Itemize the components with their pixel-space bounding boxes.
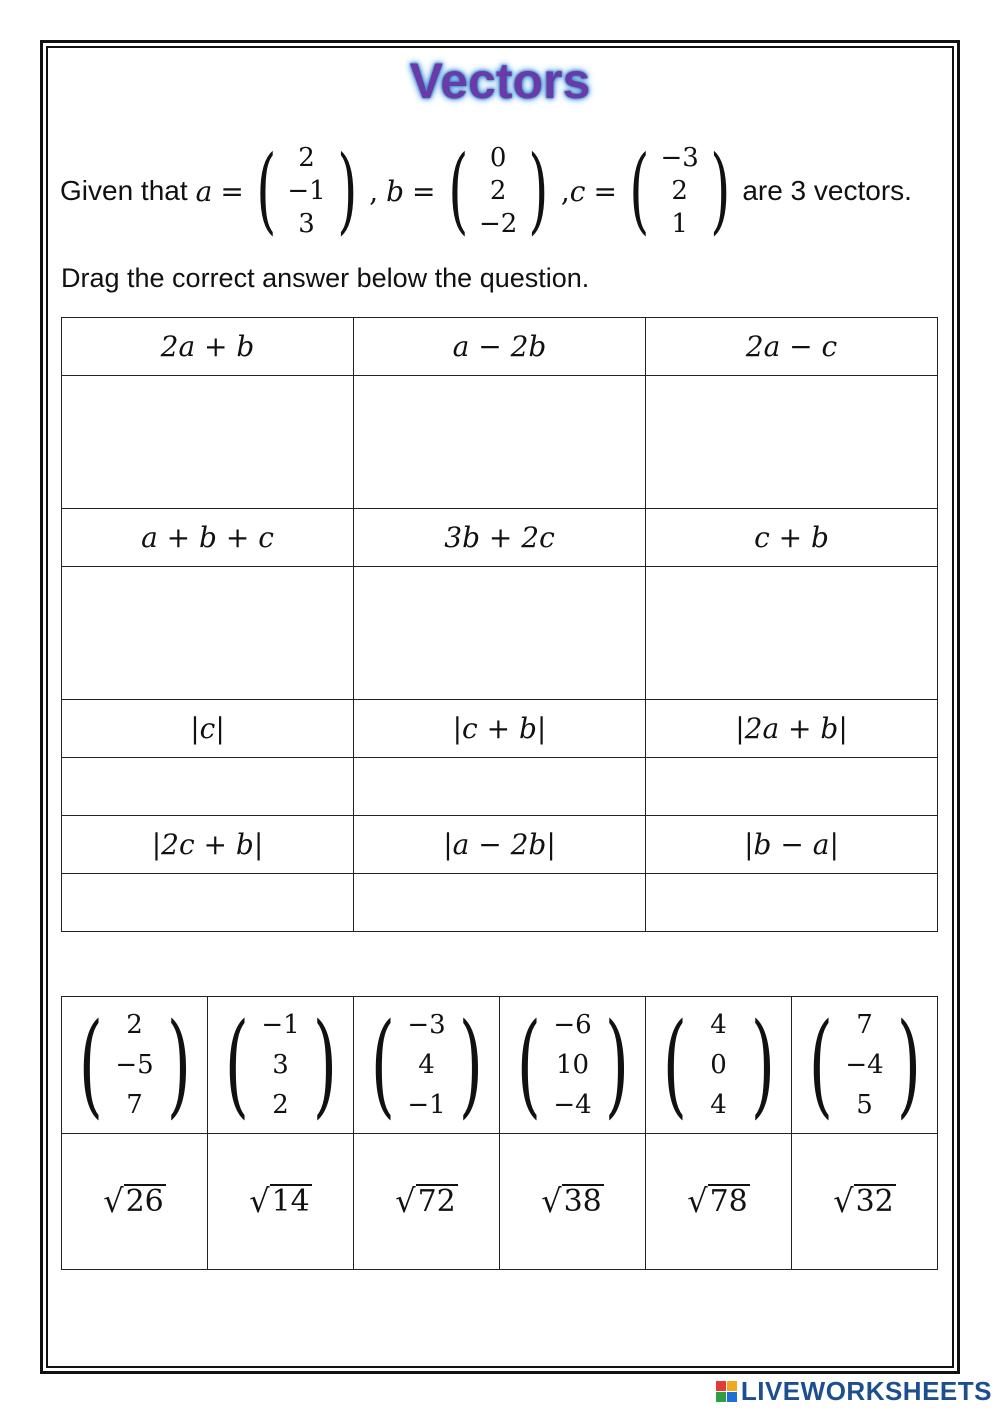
answer-drop-zone[interactable] — [62, 376, 354, 509]
equals-sign: = — [220, 174, 244, 208]
vector-answer-row — [62, 997, 938, 1134]
question-header-row — [62, 509, 938, 567]
draggable-magnitude-answer[interactable] — [792, 1134, 938, 1270]
answer-drop-zone[interactable] — [354, 376, 646, 509]
draggable-vector-answer[interactable]: ( −3 4 −1 ) — [354, 997, 500, 1134]
vector-a-label: a — [195, 174, 213, 208]
equals-sign: = — [593, 174, 617, 208]
entry: 4 — [710, 1090, 727, 1120]
vector-a: ( 2 −1 3 ) — [256, 136, 357, 245]
question-cell: c + b — [646, 509, 938, 567]
entry: −4 — [845, 1050, 884, 1080]
draggable-magnitude-answer[interactable] — [208, 1134, 354, 1270]
given-prefix: Given that — [60, 175, 188, 206]
entry: 2 — [272, 1090, 289, 1120]
entry: 0 — [710, 1050, 727, 1080]
question-table — [61, 317, 938, 932]
comma: , — [369, 174, 379, 208]
entry: −5 — [115, 1050, 154, 1080]
instruction-text: Drag the correct answer below the question. — [61, 263, 590, 293]
question-cell: |a − 2b| — [354, 816, 646, 874]
radicand: 14 — [271, 1183, 310, 1219]
entry: 2 — [126, 1010, 143, 1040]
answer-drop-zone[interactable] — [354, 567, 646, 700]
question-cell: |b − a| — [646, 816, 938, 874]
equals-sign: = — [412, 174, 436, 208]
sqrt-icon: √ — [687, 1181, 708, 1220]
question-header-row — [62, 816, 938, 874]
draggable-magnitude-answer[interactable] — [646, 1134, 792, 1270]
entry: −6 — [553, 1010, 592, 1040]
question-header-row — [62, 318, 938, 376]
entry: 5 — [856, 1090, 873, 1120]
radicand: 72 — [417, 1183, 456, 1219]
draggable-magnitude-answer[interactable] — [62, 1134, 208, 1270]
answer-drop-row — [62, 376, 938, 509]
sqrt-icon: √ — [395, 1181, 416, 1220]
radicand: 26 — [125, 1183, 164, 1219]
given-statement — [60, 136, 912, 246]
question-header-row — [62, 700, 938, 758]
vector-b-z: −2 — [479, 208, 518, 239]
entry: −1 — [407, 1090, 446, 1120]
vector-c-z: 1 — [671, 208, 688, 239]
comma: , — [560, 174, 570, 208]
magnitude-answer-row — [62, 1134, 938, 1270]
vector-c-x: −3 — [660, 142, 699, 173]
vector-b-x: 0 — [489, 142, 507, 173]
entry: −3 — [407, 1010, 446, 1040]
answer-drop-zone[interactable] — [646, 758, 938, 816]
vector-a-z: 3 — [298, 208, 315, 239]
sqrt-icon: √ — [103, 1181, 124, 1220]
entry: 4 — [710, 1010, 727, 1040]
liveworksheets-brand — [716, 1376, 992, 1407]
answer-drop-zone[interactable] — [646, 567, 938, 700]
draggable-vector-answer[interactable]: ( −6 10 −4 ) — [500, 997, 646, 1134]
draggable-magnitude-answer[interactable] — [354, 1134, 500, 1270]
draggable-vector-answer[interactable]: ( 4 0 4 ) — [646, 997, 792, 1134]
vector-b-y: 2 — [489, 175, 507, 206]
question-cell: |2a + b| — [646, 700, 938, 758]
entry: 7 — [126, 1090, 143, 1120]
answer-drop-row — [62, 874, 938, 932]
question-cell: |2c + b| — [62, 816, 354, 874]
answer-drop-row — [62, 758, 938, 816]
draggable-vector-answer[interactable]: ( 7 −4 5 ) — [792, 997, 938, 1134]
liveworksheets-logo-icon — [716, 1381, 737, 1402]
vector-b-label: b — [386, 174, 405, 208]
draggable-vector-answer[interactable]: ( −1 3 2 ) — [208, 997, 354, 1134]
vector-a-x: 2 — [298, 142, 315, 173]
vector-c: ( −3 2 1 ) — [629, 136, 731, 245]
question-cell: 2a − c — [646, 318, 938, 376]
entry: −4 — [553, 1090, 592, 1120]
vector-c-label: c — [569, 174, 586, 208]
vector-b: ( 0 2 −2 ) — [447, 136, 549, 245]
entry: 3 — [272, 1050, 289, 1080]
sqrt-icon: √ — [541, 1181, 562, 1220]
question-cell: |c + b| — [354, 700, 646, 758]
answer-drop-zone[interactable] — [62, 567, 354, 700]
radicand: 32 — [855, 1183, 894, 1219]
question-cell: a − 2b — [354, 318, 646, 376]
answer-drop-zone[interactable] — [646, 376, 938, 509]
answer-drop-zone[interactable] — [354, 758, 646, 816]
question-cell: 3b + 2c — [354, 509, 646, 567]
sqrt-icon: √ — [249, 1181, 270, 1220]
vector-c-y: 2 — [671, 175, 688, 206]
answer-drop-zone[interactable] — [354, 874, 646, 932]
question-cell: 2a + b — [62, 318, 354, 376]
entry: 4 — [418, 1050, 435, 1080]
page-title: Vectors — [409, 53, 591, 109]
draggable-vector-answer[interactable]: ( 2 −5 7 ) — [62, 997, 208, 1134]
entry: −1 — [261, 1010, 300, 1040]
draggable-magnitude-answer[interactable] — [500, 1134, 646, 1270]
question-cell: a + b + c — [62, 509, 354, 567]
answer-bank-table — [61, 996, 938, 1270]
answer-drop-zone[interactable] — [62, 874, 354, 932]
sqrt-icon: √ — [833, 1181, 854, 1220]
answer-drop-zone[interactable] — [62, 758, 354, 816]
answer-drop-row — [62, 567, 938, 700]
radicand: 38 — [563, 1183, 602, 1219]
question-cell: |c| — [62, 700, 354, 758]
entry: 10 — [555, 1050, 590, 1080]
answer-drop-zone[interactable] — [646, 874, 938, 932]
entry: 7 — [856, 1010, 873, 1040]
given-suffix: are 3 vectors. — [742, 175, 912, 206]
radicand: 78 — [709, 1183, 748, 1219]
vector-a-y: −1 — [287, 175, 326, 206]
brand-name: LIVEWORKSHEETS — [740, 1376, 992, 1406]
